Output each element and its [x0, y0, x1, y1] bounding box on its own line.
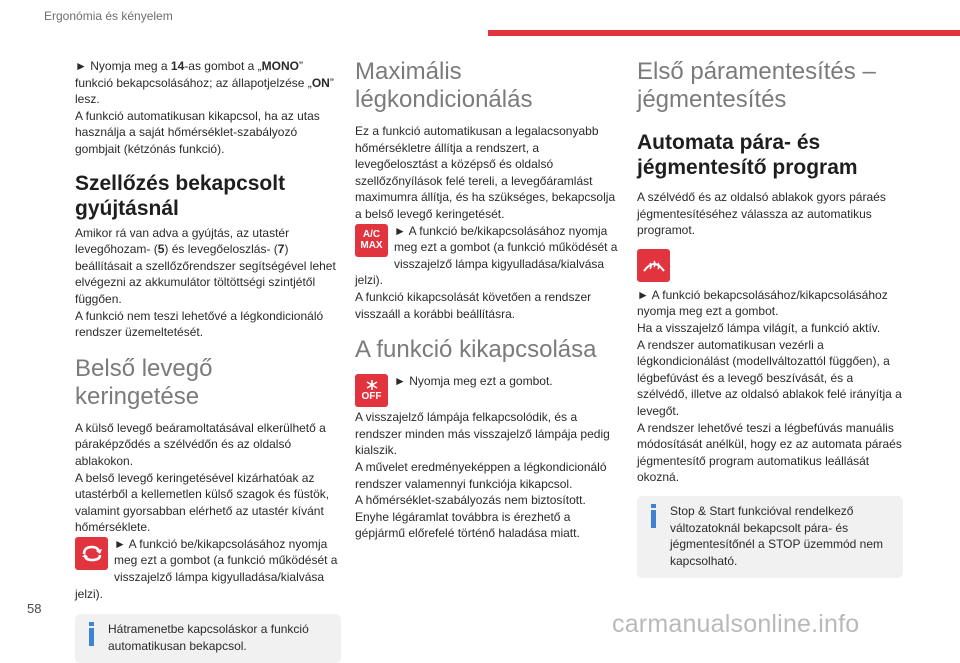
header-title: Ergonómia és kényelem — [44, 9, 173, 23]
column-2 — [355, 58, 621, 542]
windscreen-demist-icon[interactable] — [637, 249, 670, 282]
heading-demist: Első páramentesítés – jégmentesítés — [637, 58, 876, 113]
header-accent-bar — [488, 30, 960, 36]
mono-instruction: ► Nyomja meg a 14-as gombot a „MONO” funkció bekapcsolásához; az állapotjelzése „ON” lesz. — [75, 59, 334, 107]
info-note-stop-start: Stop & Start funkcióval rendelkező változatoknál bekapcsolt pára- és jégmentesítőnél a STOP üzemmód nem kapcsolható. — [637, 496, 903, 578]
off-airflow-text: Enyhe légáramlat továbbra is érezhető a gépjármű előrefelé történő haladása miatt. — [355, 509, 580, 541]
heading-ventilation: Szellőzés bekapcsolt gyújtásnál — [75, 171, 286, 220]
heading-recirculation: Belső levegő keringetése — [75, 354, 213, 410]
heading-function-off: A funkció kikapcsolása — [355, 336, 597, 364]
mono-auto-off-text: A funkció automatikusan kikapcsol, ha az utas használja a saját hőmérséklet-szabályozó gombjait (kétzónás funkció). — [75, 108, 320, 156]
column-1 — [75, 58, 341, 663]
info-note-reverse: Hátramenetbe kapcsoláskor a funkció automatikusan bekapcsol. — [75, 614, 341, 663]
heading-max-ac: Maximális légkondicionálás — [355, 58, 533, 113]
max-ac-text: Ez a funkció automatikusan a legalacsonyabb hőmérsékletre állítja a rendszert, a levegőelosztást a középső és oldalsó szellőzőnyílások felé tereli, a levegőáramlást maximumra állítja, és ha szükséges, bekapcsolja a belső levegő keringetését. — [355, 124, 616, 221]
off-instruction: OFF ► Nyomja meg ezt a gombot. — [355, 373, 621, 390]
max-ac-instruction: A/C MAX ► A funkció be/kikapcsolásához nyomja meg ezt a gombot (a funkció működését a visszajelző lámpa kigyulladása/kialvása jelzi). — [355, 223, 618, 288]
demist-indicator-text: Ha a visszajelző lámpa világít, a funkció aktív. — [637, 320, 881, 335]
recirculation-text-2: A belső levegő keringetésével kizárhatóak az utastérből a kellemetlen külső szagok és füstök, valamint gyorsabban elérhető az utastér kívánt hőmérséklete. — [75, 470, 330, 535]
ac-off-icon[interactable]: OFF — [355, 374, 388, 407]
air-recirculation-icon[interactable] — [75, 537, 108, 570]
ventilation-text: Amikor rá van adva a gyújtás, az utastér levegőhozam- (5) és levegőeloszlás- (7) beállításait a szellőzőrendszer segítségével lehet elvégezni az akkumulátor töltöttségi szintjétől függően. — [75, 225, 336, 306]
heading-auto-demist: Automata pára- és jégmentesítő program — [637, 131, 858, 179]
demist-control-text: A rendszer automatikusan vezérli a légkondicionálást (modellváltozattól függően), a légbefúvást és a levegő beszívását, és a szélvédő, illetve az oldalsó ablakok felé irányítja a levegőt. — [637, 337, 902, 418]
demist-manual-text: A rendszer lehetővé teszi a légbefúvás manuális módosítását anélkül, hogy ez az automata páraés jégmentesítő program automatikus leállását okozná. — [637, 420, 902, 485]
max-ac-restore-text: A funkció kikapcsolását követően a rendszer visszaáll a korábbi beállításra. — [355, 289, 592, 321]
off-temperature-text: A hőmérséklet-szabályozás nem biztosított. — [355, 493, 586, 508]
off-indicator-text: A visszajelző lámpája felkapcsolódik, és a rendszer minden más visszajelző lámpája pedig kialszik. — [355, 410, 610, 458]
recirculation-text-1: A külső levegő beáramoltatásával elkerülhető a páraképződés a szélvédőn és az oldalsó ablakokon. — [75, 420, 326, 468]
demist-instruction: ► A funkció bekapcsolásához/kikapcsolásához nyomja meg ezt a gombot. — [637, 287, 888, 319]
off-result-text: A művelet eredményeképpen a légkondicionáló rendszer valamennyi funkciója kikapcsol. — [355, 459, 607, 491]
info-icon — [651, 504, 656, 528]
ac-max-icon[interactable]: A/C MAX — [355, 224, 388, 257]
column-3 — [637, 58, 903, 578]
auto-demist-text: A szélvédő és az oldalsó ablakok gyors páraés jégmentesítéséhez válassza az automatikus programot. — [637, 190, 886, 238]
watermark: carmanualsonline.info — [612, 610, 860, 638]
ventilation-note-text: A funkció nem teszi lehetővé a légkondicionáló rendszer üzemeltetését. — [75, 308, 324, 340]
recirculation-instruction: ► A funkció be/kikapcsolásához nyomja meg ezt a gombot (a funkció működését a visszajelző lámpa kigyulladása/kialvása jelzi). — [75, 536, 338, 601]
page-number: 58 — [27, 601, 42, 616]
info-icon — [89, 622, 94, 646]
